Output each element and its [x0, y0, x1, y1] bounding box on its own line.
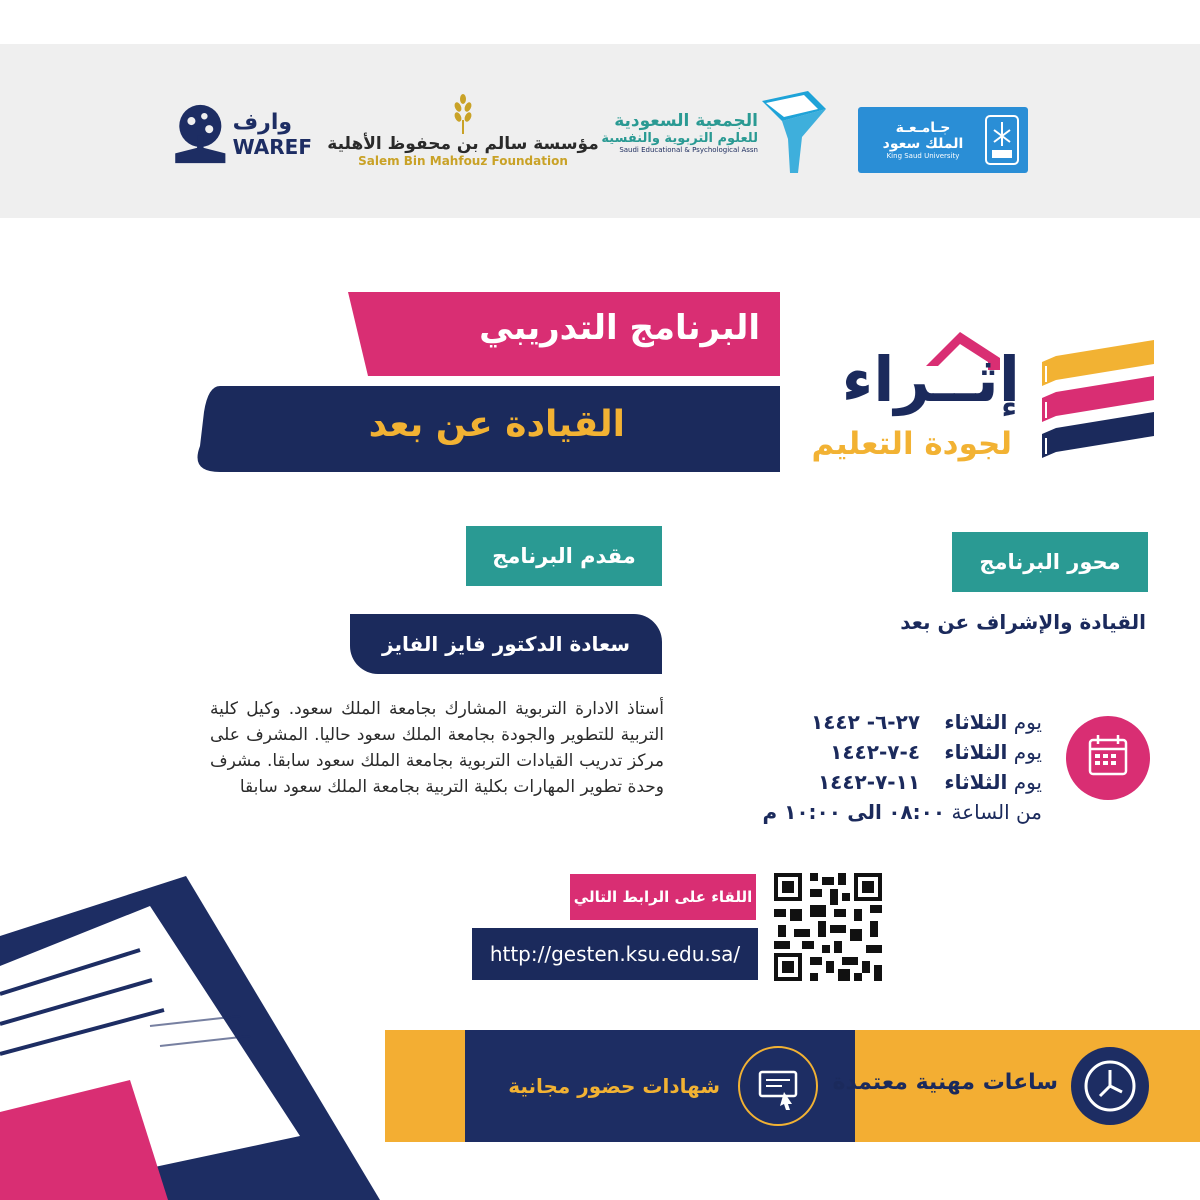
program-banner-top-text: البرنامج التدريبي	[479, 308, 760, 348]
schedule-day: الثلاثاء	[944, 770, 1008, 794]
presenter-name: سعادة الدكتور فايز الفايز	[350, 614, 662, 674]
schedule-time-from: ٠٨:٠٠	[888, 800, 946, 824]
waref-arabic: وارف	[232, 109, 293, 135]
sesp-arabic-2: للعلوم التربوية والنفسية	[601, 130, 758, 146]
sesp-arabic-1: الجمعية السعودية	[614, 110, 758, 131]
ksu-arabic-1: جـامـعـة	[895, 120, 951, 136]
calendar-icon	[1066, 716, 1150, 800]
brand-name: إثــراء	[841, 343, 1020, 416]
schedule-day-prefix: يوم	[1013, 770, 1042, 794]
clock-icon	[1070, 1046, 1150, 1126]
schedule-day-prefix: يوم	[1013, 740, 1042, 764]
mahfouz-english: Salem Bin Mahfouz Foundation	[358, 154, 568, 168]
schedule-time	[762, 800, 1042, 830]
ksu-logo	[858, 107, 1028, 173]
waref-logo	[172, 94, 312, 174]
schedule-time-to-word: الى	[847, 800, 882, 824]
schedule-date: ٢٧-٦- ١٤٤٢	[810, 710, 921, 734]
meeting-url[interactable]: http://gesten.ksu.edu.sa/	[472, 928, 758, 980]
schedule-day: الثلاثاء	[944, 740, 1008, 764]
schedule-row	[780, 710, 1042, 740]
books-stack-icon	[1038, 336, 1158, 466]
presenter-bio: أستاذ الادارة التربوية المشارك بجامعة الملك سعود. وكيل كلية التربية للتطوير والجودة بجامعة الملك سعود حاليا. المشرف على مركز تدريب القيادات التربوية بجامعة الملك سعود سابقا. مشرف وحدة تطوير المهارات بكلية التربية بجامعة الملك سعود سابقا	[210, 699, 664, 797]
ksu-english: King Saud University	[886, 152, 960, 160]
schedule	[762, 710, 1042, 830]
schedule-date: ١١-٧-١٤٤٢	[817, 770, 921, 794]
axis-heading: محور البرنامج	[952, 532, 1148, 592]
mahfouz-logo	[327, 94, 599, 178]
waref-tree-icon	[172, 94, 229, 174]
schedule-row	[780, 740, 1042, 770]
axis-value: القيادة والإشراف عن بعد	[900, 610, 1146, 634]
sesp-logo	[588, 84, 838, 180]
schedule-time-to: ١٠:٠٠ م	[762, 800, 841, 824]
schedule-day-prefix: يوم	[1013, 710, 1042, 734]
ksu-emblem-icon	[982, 112, 1022, 168]
schedule-day: الثلاثاء	[944, 710, 1008, 734]
waref-english: WAREF	[232, 134, 312, 159]
brand-tagline: لجودة التعليم	[811, 426, 1012, 462]
schedule-date: ٤-٧-١٤٤٢	[830, 740, 921, 764]
wheat-icon	[451, 94, 475, 134]
meeting-label: اللقاء على الرابط التالي	[570, 874, 756, 920]
ksu-arabic-2: الملك سعود	[882, 136, 964, 152]
schedule-row	[780, 770, 1042, 800]
mahfouz-arabic: مؤسسة سالم بن محفوظ الأهلية	[327, 134, 599, 154]
qr-code-icon[interactable]	[774, 872, 882, 982]
certificate-icon	[738, 1046, 818, 1126]
sponsor-band	[0, 44, 1200, 218]
feature-certificates: شهادات حضور مجانية	[508, 1074, 720, 1098]
sesp-emblem-icon	[758, 87, 830, 177]
program-title: القيادة عن بعد	[368, 404, 625, 445]
presenter-heading: مقدم البرنامج	[466, 526, 662, 586]
sesp-english: Saudi Educational & Psychological Assn	[619, 145, 758, 154]
schedule-time-prefix: من الساعة	[951, 800, 1042, 824]
feature-hours: ساعات مهنية معتمدة	[832, 1070, 1058, 1095]
